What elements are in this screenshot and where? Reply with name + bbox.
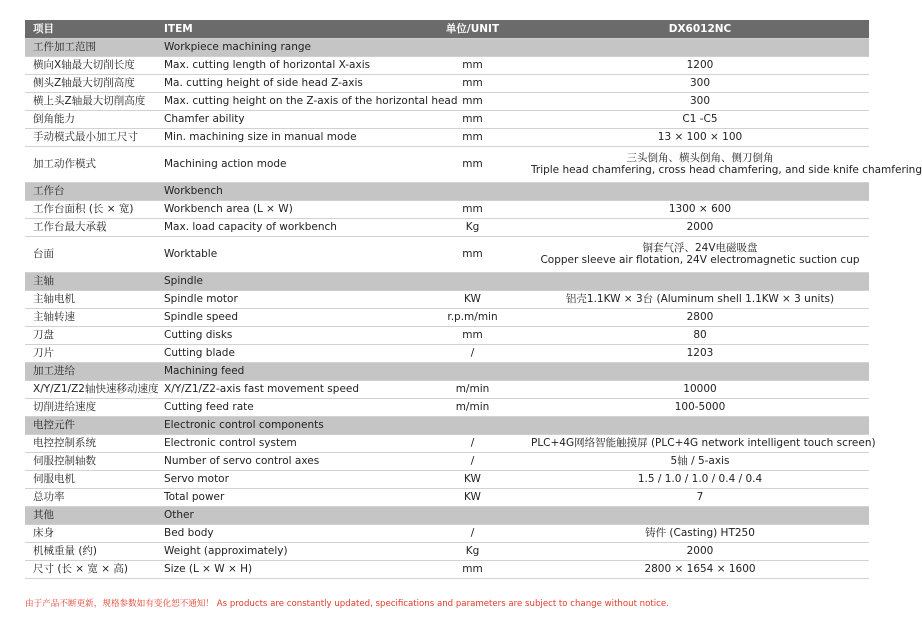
spec-value: [531, 380, 869, 398]
spec-value-line: 1.5 / 1.0 / 1.0 / 0.4 / 0.4: [637, 472, 763, 485]
spec-value-line: 2000: [686, 220, 714, 233]
spec-name-en: Cutting disks: [156, 326, 414, 344]
spec-value-line: 2800 × 1654 × 1600: [644, 562, 756, 575]
spec-unit: /: [414, 434, 531, 452]
table-row: [25, 74, 869, 92]
section-title-cn: 主轴: [25, 272, 156, 290]
spec-name-en: Cutting feed rate: [156, 398, 414, 416]
spec-unit: m/min: [414, 398, 531, 416]
spec-unit: KW: [414, 290, 531, 308]
spec-value: [531, 344, 869, 362]
header-item-cn: 项目: [25, 20, 156, 38]
spec-value: [531, 542, 869, 560]
table-row: [25, 434, 869, 452]
spec-unit: mm: [414, 146, 531, 182]
spec-name-cn: 台面: [25, 236, 156, 272]
spec-value: [531, 326, 869, 344]
section-title-en: Machining feed: [156, 362, 869, 380]
spec-unit: mm: [414, 200, 531, 218]
table-row: [25, 380, 869, 398]
spec-value-line: Triple head chamfering, cross head chamfering, and side knife chamfering: [531, 164, 922, 176]
spec-name-cn: 侧头Z轴最大切削高度: [25, 74, 156, 92]
spec-value-line: 300: [689, 94, 711, 107]
table-row: [25, 218, 869, 236]
spec-name-cn: 电控控制系统: [25, 434, 156, 452]
section-header: [25, 38, 869, 56]
spec-value-line: 2000: [686, 544, 714, 557]
table-row: [25, 326, 869, 344]
spec-name-cn: 工作台最大承载: [25, 218, 156, 236]
spec-name-cn: X/Y/Z1/Z2轴快速移动速度: [25, 380, 156, 398]
section-title-cn: 电控元件: [25, 416, 156, 434]
spec-name-en: Worktable: [156, 236, 414, 272]
spec-name-cn: 主轴转速: [25, 308, 156, 326]
section-header: [25, 362, 869, 380]
footnote: 由于产品不断更新，规格参数如有变化恕不通知！ As products are constantly updated, specifications and parameters are subject to change without notice.: [25, 599, 669, 609]
table-row: [25, 236, 869, 272]
table-row: [25, 524, 869, 542]
spec-name-cn: 工作台面积 (长 × 宽): [25, 200, 156, 218]
spec-name-cn: 横上头Z轴最大切削高度: [25, 92, 156, 110]
spec-value-line: 100-5000: [674, 400, 726, 413]
section-title-en: Workbench: [156, 182, 869, 200]
spec-value: [531, 74, 869, 92]
spec-name-cn: 横向X轴最大切削长度: [25, 56, 156, 74]
spec-value-line: 铸件 (Casting) HT250: [645, 526, 755, 539]
section-header: [25, 506, 869, 524]
spec-value: [531, 56, 869, 74]
spec-name-en: Max. cutting length of horizontal X-axis: [156, 56, 414, 74]
spec-name-en: Electronic control system: [156, 434, 414, 452]
spec-name-cn: 主轴电机: [25, 290, 156, 308]
spec-value: [531, 290, 869, 308]
spec-name-cn: 机械重量 (约): [25, 542, 156, 560]
section-header: [25, 272, 869, 290]
spec-name-en: Max. load capacity of workbench: [156, 218, 414, 236]
table-row: [25, 290, 869, 308]
spec-name-cn: 总功率: [25, 488, 156, 506]
header-item-en: ITEM: [156, 20, 414, 38]
spec-value-line: 2800: [686, 310, 714, 323]
spec-unit: /: [414, 524, 531, 542]
spec-name-en: Servo motor: [156, 470, 414, 488]
spec-value: [531, 110, 869, 128]
spec-value: [531, 434, 876, 452]
spec-unit: mm: [414, 74, 531, 92]
spec-value-line: 13 × 100 × 100: [657, 130, 743, 143]
spec-name-en: Workbench area (L × W): [156, 200, 414, 218]
spec-unit: KW: [414, 488, 531, 506]
table-row: [25, 470, 869, 488]
spec-value-line: 铝壳1.1KW × 3台 (Aluminum shell 1.1KW × 3 units): [565, 292, 835, 305]
spec-name-cn: 切削进给速度: [25, 398, 156, 416]
section-title-cn: 加工进给: [25, 362, 156, 380]
spec-value: [531, 92, 869, 110]
spec-unit: Kg: [414, 218, 531, 236]
section-title-en: Spindle: [156, 272, 869, 290]
table-row: [25, 92, 869, 110]
spec-unit: mm: [414, 326, 531, 344]
spec-value: [531, 146, 922, 182]
spec-value-line: 三头倒角、横头倒角、侧刀倒角: [626, 151, 774, 164]
spec-name-cn: 伺服电机: [25, 470, 156, 488]
spec-unit: mm: [414, 56, 531, 74]
spec-value-line: PLC+4G网络智能触摸屏 (PLC+4G network intelligent touch screen): [531, 436, 876, 449]
header-unit: 单位/UNIT: [414, 20, 531, 38]
table-row: [25, 542, 869, 560]
spec-name-en: Min. machining size in manual mode: [156, 128, 414, 146]
spec-name-cn: 刀盘: [25, 326, 156, 344]
spec-value-line: 5轴 / 5-axis: [670, 454, 730, 467]
spec-name-en: Spindle motor: [156, 290, 414, 308]
header-model: DX6012NC: [531, 20, 869, 38]
spec-name-cn: 尺寸 (长 × 宽 × 高): [25, 560, 156, 578]
table-row: [25, 200, 869, 218]
spec-value-line: 80: [693, 328, 707, 341]
section-title-en: Workpiece machining range: [156, 38, 869, 56]
spec-value-line: 1200: [686, 58, 714, 71]
table-row: [25, 146, 869, 182]
spec-name-cn: 手动模式最小加工尺寸: [25, 128, 156, 146]
spec-name-en: Machining action mode: [156, 146, 414, 182]
spec-name-en: Size (L × W × H): [156, 560, 414, 578]
spec-table: [25, 20, 922, 579]
spec-value-line: 7: [696, 490, 704, 503]
spec-value: [531, 398, 869, 416]
table-row: [25, 128, 869, 146]
spec-name-en: X/Y/Z1/Z2-axis fast movement speed: [156, 380, 414, 398]
spec-name-en: Chamfer ability: [156, 110, 414, 128]
spec-unit: mm: [414, 128, 531, 146]
table-header: [25, 20, 869, 38]
spec-unit: r.p.m/min: [414, 308, 531, 326]
table-body: [25, 38, 922, 578]
spec-name-en: Ma. cutting height of side head Z-axis: [156, 74, 414, 92]
spec-name-en: Spindle speed: [156, 308, 414, 326]
section-title-cn: 其他: [25, 506, 156, 524]
spec-value-line: 铜套气浮、24V电磁吸盘: [642, 241, 758, 254]
section-header: [25, 416, 869, 434]
spec-name-en: Bed body: [156, 524, 414, 542]
spec-value: [531, 308, 869, 326]
spec-name-cn: 伺服控制轴数: [25, 452, 156, 470]
spec-value-line: 1300 × 600: [668, 202, 732, 215]
spec-name-en: Max. cutting height on the Z-axis of the horizontal head: [156, 92, 414, 110]
spec-value-line: Copper sleeve air flotation, 24V electromagnetic suction cup: [540, 254, 860, 266]
section-title-cn: 工件加工范围: [25, 38, 156, 56]
section-title-en: Electronic control components: [156, 416, 869, 434]
table-row: [25, 452, 869, 470]
spec-name-cn: 床身: [25, 524, 156, 542]
spec-value-line: 10000: [683, 382, 717, 395]
spec-unit: mm: [414, 236, 531, 272]
section-header: [25, 182, 869, 200]
spec-value: [531, 452, 869, 470]
spec-value-line: 300: [689, 76, 711, 89]
spec-unit: KW: [414, 470, 531, 488]
table-row: [25, 344, 869, 362]
spec-unit: Kg: [414, 542, 531, 560]
spec-name-en: Cutting blade: [156, 344, 414, 362]
spec-unit: /: [414, 452, 531, 470]
spec-name-cn: 刀片: [25, 344, 156, 362]
spec-value: [531, 470, 869, 488]
section-title-en: Other: [156, 506, 869, 524]
spec-unit: /: [414, 344, 531, 362]
spec-value: [531, 200, 869, 218]
table-row: [25, 110, 869, 128]
spec-value-line: C1 -C5: [682, 112, 718, 125]
spec-name-cn: 加工动作模式: [25, 146, 156, 182]
table-row: [25, 560, 869, 578]
spec-name-en: Weight (approximately): [156, 542, 414, 560]
spec-value: [531, 524, 869, 542]
table-row: [25, 488, 869, 506]
spec-unit: mm: [414, 92, 531, 110]
table-row: [25, 308, 869, 326]
spec-name-en: Number of servo control axes: [156, 452, 414, 470]
spec-value: [531, 128, 869, 146]
spec-name-en: Total power: [156, 488, 414, 506]
spec-unit: m/min: [414, 380, 531, 398]
spec-value: [531, 488, 869, 506]
table-row: [25, 56, 869, 74]
spec-unit: mm: [414, 560, 531, 578]
spec-name-cn: 倒角能力: [25, 110, 156, 128]
spec-value: [531, 560, 869, 578]
section-title-cn: 工作台: [25, 182, 156, 200]
spec-unit: mm: [414, 110, 531, 128]
spec-value: [531, 236, 869, 272]
spec-value: [531, 218, 869, 236]
table-row: [25, 398, 869, 416]
spec-value-line: 1203: [686, 346, 714, 359]
